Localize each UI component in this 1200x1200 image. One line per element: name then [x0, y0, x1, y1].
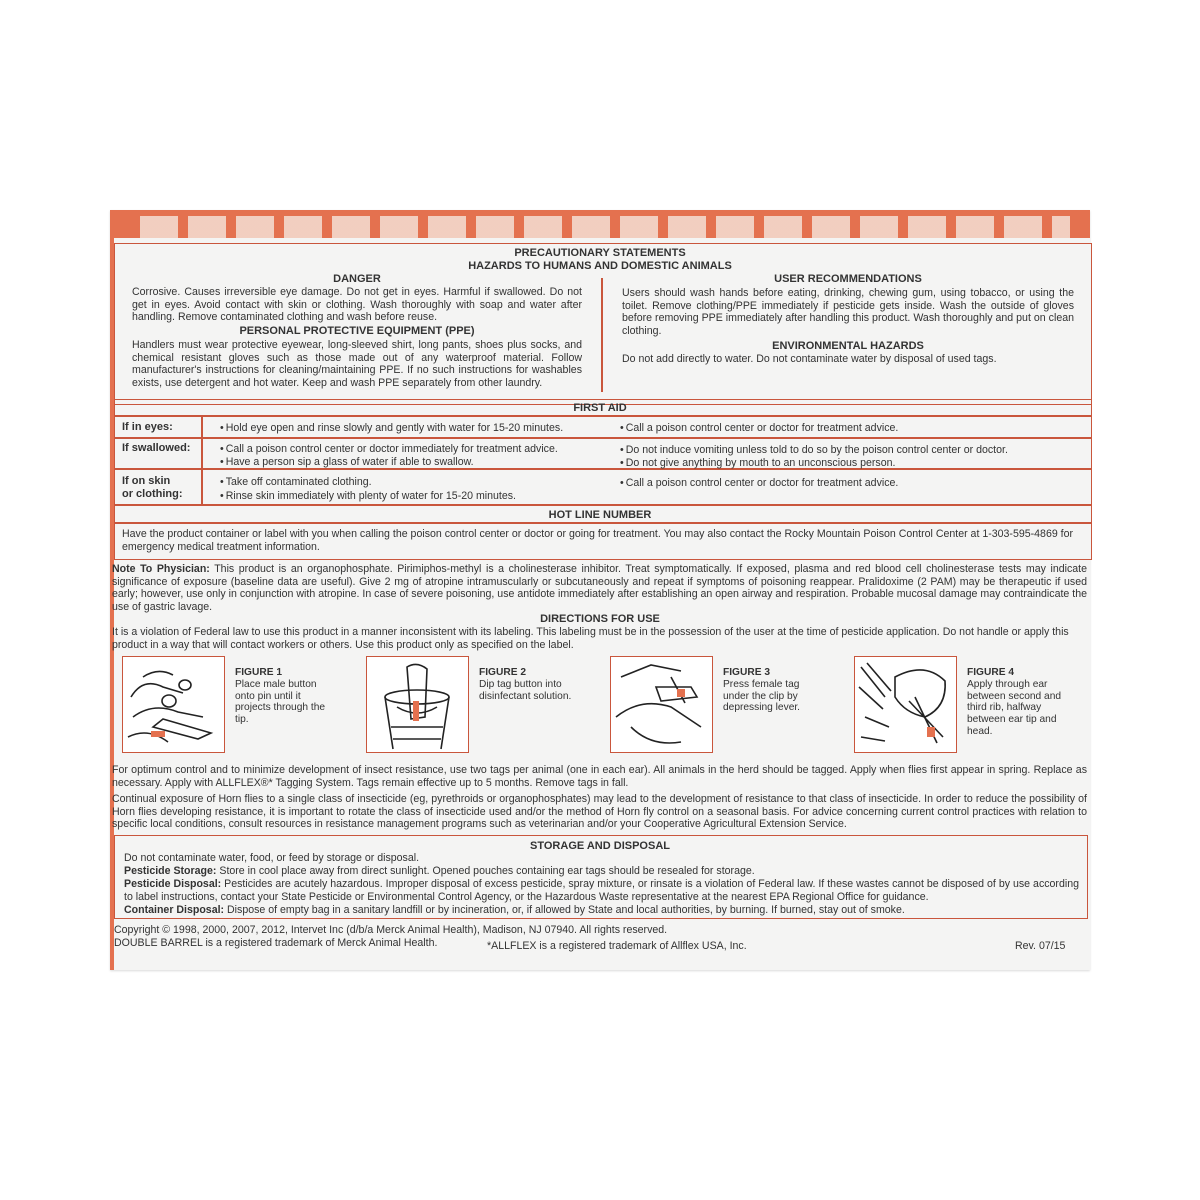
environmental-hazards-text: Do not add directly to water. Do not contaminate water by disposal of used tags. [622, 353, 997, 365]
ppe-text: Handlers must wear protective eyewear, long-sleeved shirt, long pants, shoes plus socks, and chemical resistant gloves such as those made out of any waterproof material. Follow manufacturer's instructions for cleaning/maintaining PPE. If no such instructions for washables exists, use detergent and hot water. Keep and wash PPE separately from other laundry. [132, 339, 582, 389]
first-aid-instruction: • Call a poison control center or doctor immediately for treatment advice. [220, 443, 558, 456]
first-aid-instruction: • Take off contaminated clothing. [220, 476, 372, 489]
pesticide-storage-label: Pesticide Storage: [124, 865, 217, 877]
environmental-hazards-title: ENVIRONMENTAL HAZARDS [772, 340, 924, 352]
copyright: Copyright © 1998, 2000, 2007, 2012, Intervet Inc (d/b/a Merck Animal Health), Madison, NJ 07940. All rights reserved. [114, 924, 668, 936]
figure-2-caption [479, 667, 574, 702]
danger-title: DANGER [333, 273, 381, 285]
first-aid-instruction: • Do not induce vomiting unless told to do so by the poison control center or doctor. [620, 444, 1008, 457]
first-aid-label: or clothing: [122, 488, 183, 500]
first-aid-row-rule [114, 437, 1092, 439]
first-aid-instruction: • Hold eye open and rinse slowly and gently with water for 15-20 minutes. [220, 422, 563, 435]
figure-1-caption [235, 667, 330, 726]
first-aid-instruction: • Call a poison control center or doctor for treatment advice. [620, 422, 898, 435]
ppe-title: PERSONAL PROTECTIVE EQUIPMENT (PPE) [239, 325, 475, 337]
figure-4-illustration [854, 656, 957, 753]
revision: Rev. 07/15 [1015, 940, 1066, 952]
first-aid-instruction: • Have a person sip a glass of water if able to swallow. [220, 456, 474, 469]
figure-1-illustration [122, 656, 225, 753]
first-aid-instruction: • Do not give anything by mouth to an unconscious person. [620, 457, 895, 470]
figure-2-text: Dip tag button into disinfectant solution. [479, 678, 572, 702]
first-aid-label: If swallowed: [122, 442, 191, 454]
package-back-panel [110, 210, 1090, 970]
precautionary-title: PRECAUTIONARY STATEMENTS [514, 247, 686, 259]
storage-line-1: Do not contaminate water, food, or feed by storage or disposal. [124, 852, 420, 864]
directions-title: DIRECTIONS FOR USE [540, 613, 660, 625]
first-aid-instruction: • Call a poison control center or doctor for treatment advice. [620, 477, 898, 490]
pesticide-disposal-label: Pesticide Disposal: [124, 878, 222, 890]
hotline-text: Have the product container or label with you when calling the poison control center or doctor or going for treatment. You may also contact the Rocky Mountain Poison Control Center at 1-303-595-4869 for emergency medical treatment information. [122, 528, 1074, 553]
hotline-rule [114, 522, 1092, 524]
first-aid-label-divider [201, 415, 203, 504]
column-divider [601, 278, 603, 392]
first-aid-label: If on skin [122, 475, 171, 487]
user-recommendations-text: Users should wash hands before eating, drinking, chewing gum, using tobacco, or using the toilet. Remove clothing/PPE immediately if pesticide gets inside. Wash the outside of gloves before removing PPE immediately after handling this product. Wash thoroughly and put on clean clothing. [622, 287, 1074, 337]
pesticide-storage [124, 865, 1079, 878]
figure-2-illustration [366, 656, 469, 753]
figure-3-caption [723, 667, 818, 714]
first-aid-instruction: • Rinse skin immediately with plenty of water for 15-20 minutes. [220, 490, 516, 503]
container-disposal-label: Container Disposal: [124, 904, 225, 916]
physician-text: This product is an organophosphate. Pirimiphos-methyl is a cholinesterase inhibitor. Treat symptomatically. If exposed, plasma and red blood cell cholinesterase tests may indicate significance of exposure (baseline data are useful). Give 2 mg of atropine intramuscularly or subcutaneously and repeat if symptoms of poisoning reappear. Pralidoxime (2 PAM) may be therapeutic if used early; however, use only in conjunction with atropine. In case of severe poisoning, use antidote immediately after establishing an open airway and respiration. Probable mucosal damage may contraindicate the use of gastric lavage. [112, 563, 1088, 613]
pesticide-storage-text: Store in cool place away from direct sunlight. Opened pouches containing ear tags should be resealed for storage. [216, 865, 755, 877]
first-aid-title: FIRST AID [573, 402, 627, 414]
pesticide-disposal-text: Pesticides are acutely hazardous. Improper disposal of excess pesticide, spray mixture, or rinsate is a violation of Federal law. If these wastes cannot be disposed of by use according to label instructions, contact your State Pesticide or Environmental Control Agency, or the Hazardous Waste representative at the nearest EPA Regional Office for guidance. [124, 878, 1079, 903]
physician-label: Note To Physician: [112, 563, 210, 575]
figure-1-title: FIGURE 1 [235, 667, 282, 678]
danger-text: Corrosive. Causes irreversible eye damage. Do not get in eyes. Harmful if swallowed. Do not get in eyes. Avoid contact with skin or clothing. Wash thoroughly with soap and water after handling. Remove contaminated clothing and wash before reuse. [132, 286, 582, 324]
user-recommendations-title: USER RECOMMENDATIONS [774, 273, 922, 285]
figure-4-text: Apply through ear between second and third rib, halfway between ear tip and head. [967, 678, 1062, 737]
trademark-1: DOUBLE BARREL is a registered trademark of Merck Animal Health. [114, 937, 438, 949]
hotline-title: HOT LINE NUMBER [548, 509, 652, 521]
container-disposal [124, 904, 1079, 917]
figure-3-title: FIGURE 3 [723, 667, 770, 678]
trademark-2: *ALLFLEX is a registered trademark of Allflex USA, Inc. [487, 940, 747, 952]
label-content [110, 210, 1090, 970]
figure-2-title: FIGURE 2 [479, 667, 526, 678]
container-disposal-text: Dispose of empty bag in a sanitary landfill or by incineration, or, if allowed by State and local authorities, by burning. If burned, stay out of smoke. [224, 904, 905, 916]
storage-title: STORAGE AND DISPOSAL [530, 840, 670, 852]
first-aid-label: If in eyes: [122, 421, 173, 433]
note-to-physician [112, 563, 1087, 613]
precautionary-subtitle: HAZARDS TO HUMANS AND DOMESTIC ANIMALS [468, 260, 732, 272]
figure-4-caption [967, 667, 1067, 738]
figure-3-text: Press female tag under the clip by depressing lever. [723, 678, 801, 714]
first-aid-rule [114, 415, 1092, 417]
directions-text: It is a violation of Federal law to use this product in a manner inconsistent with its labeling. This labeling must be in the possession of the user at the time of pesticide application. Do not handle or apply this product in a way that will contact workers or others. Use this product only as specified on the label. [112, 626, 1069, 651]
figure-3-illustration [610, 656, 713, 753]
figure-1-text: Place male button onto pin until it projects through the tip. [235, 678, 326, 726]
first-aid-row-rule [114, 504, 1092, 506]
directions-paragraph-2: Continual exposure of Horn flies to a single class of insecticide (eg, pyrethroids or organophosphates) may lead to the development of resistance to that class of insecticide. In order to reduce the possibility of Horn flies developing resistance, it is important to rotate the class of insecticide used and/or the method of Horn fly control on a seasonal basis. For advice concerning current control practices with relation to specific local conditions, consult resources in resistance management programs such as veterinarian and/or your Cooperative Agricultural Extension Service. [112, 793, 1087, 831]
directions-paragraph-1: For optimum control and to minimize development of insect resistance, use two tags per animal (one in each ear). All animals in the herd should be tagged. Apply when flies first appear in spring. Replace as necessary. Apply with ALLFLEX®* Tagging System. Tags remain effective up to 5 months. Remove tags in fall. [112, 764, 1087, 789]
figure-4-title: FIGURE 4 [967, 667, 1014, 678]
pesticide-disposal [124, 878, 1079, 903]
